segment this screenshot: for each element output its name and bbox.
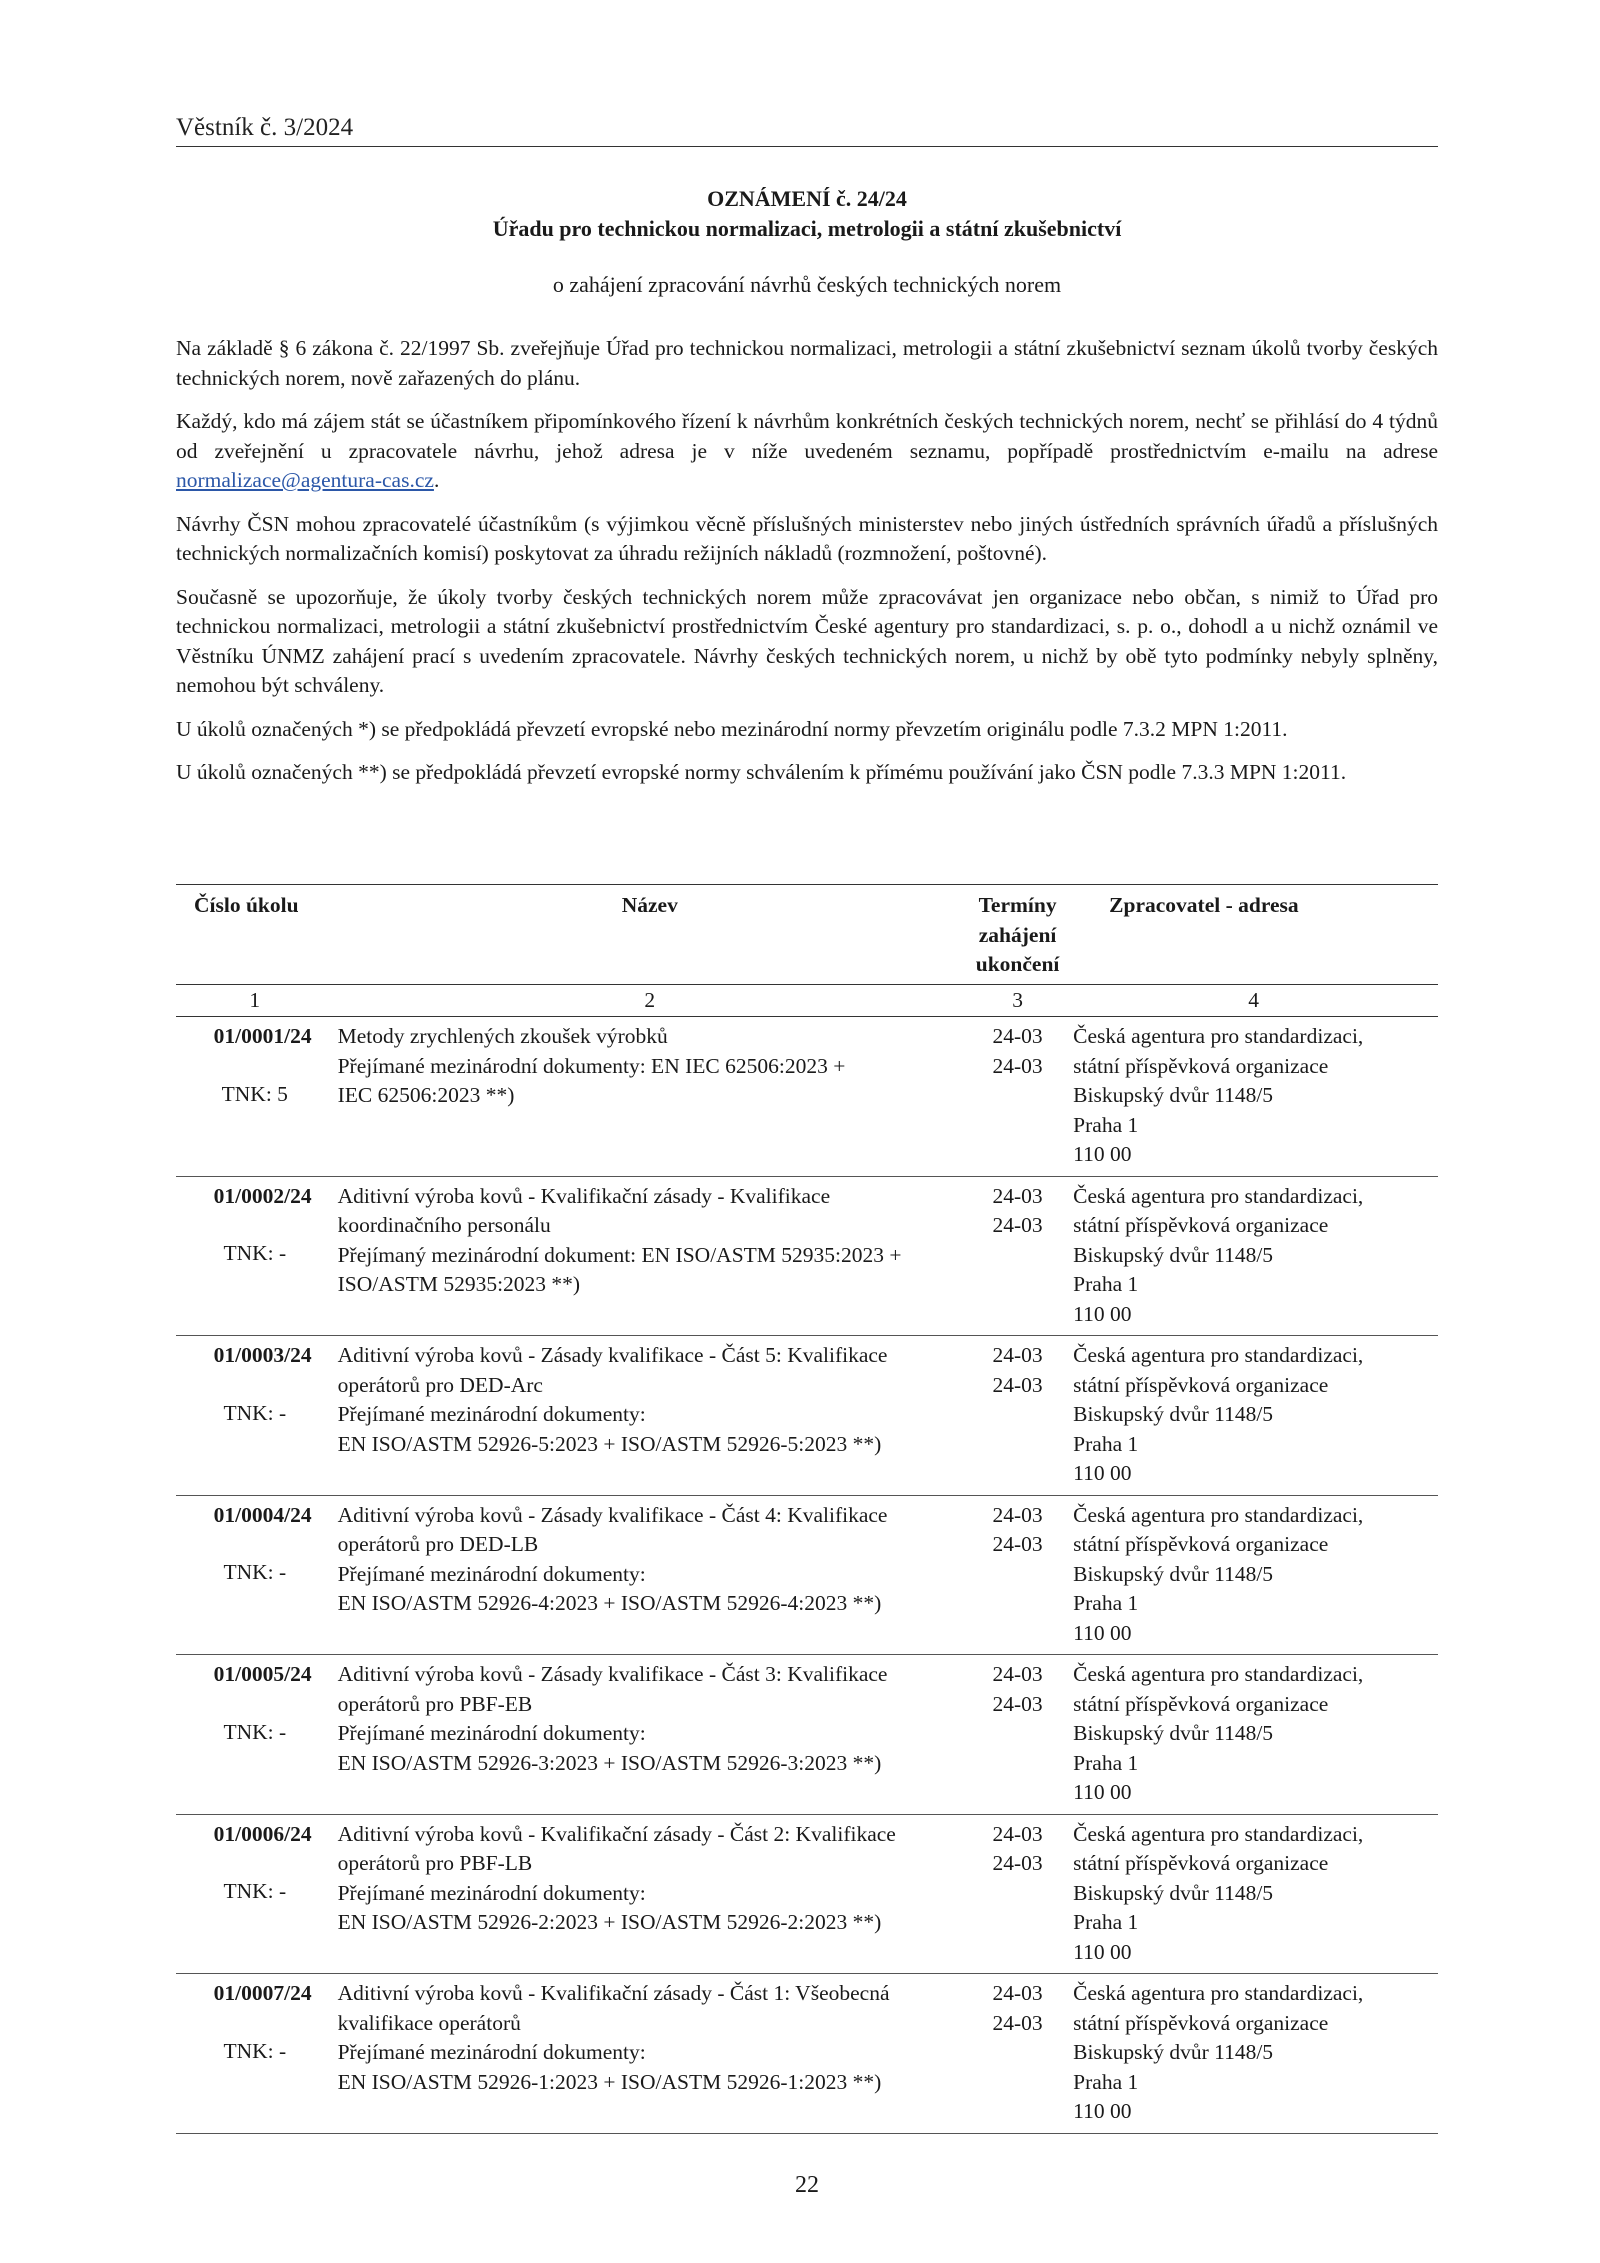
task-name-line: kvalifikace operátorů <box>337 2010 521 2035</box>
address-line: 110 00 <box>1073 1142 1132 1166</box>
address-line: Biskupský dvůr 1148/5 <box>1073 1083 1274 1107</box>
address-line: Praha 1 <box>1073 1591 1139 1615</box>
task-name-line: Aditivní výroba kovů - Kvalifikační zásady - Část 2: Kvalifikace <box>337 1821 896 1846</box>
column-number-row <box>176 984 1438 1017</box>
paragraph-participation <box>176 407 1438 496</box>
task-end-date: 24-03 <box>992 1053 1043 1078</box>
task-start-date: 24-03 <box>992 1502 1043 1527</box>
paragraph-participation-end: . <box>433 468 440 492</box>
header-dates-line3: ukončení <box>975 952 1060 976</box>
address-line: Česká agentura pro standardizaci, <box>1073 1821 1364 1846</box>
task-name-line: Přejímané mezinárodní dokumenty: <box>337 1402 646 1426</box>
announcement-subject: o zahájení zpracování návrhů českých technických norem <box>552 272 1062 297</box>
task-tnk: TNK: - <box>223 1400 287 1425</box>
address-line: Česká agentura pro standardizaci, <box>1073 1502 1364 1527</box>
table-header-row <box>176 885 1438 985</box>
address-line: Česká agentura pro standardizaci, <box>1073 1024 1364 1048</box>
task-name-line: Metody zrychlených zkoušek výrobků <box>337 1024 668 1048</box>
address-line: Česká agentura pro standardizaci, <box>1073 1343 1364 1367</box>
task-name-line: operátorů pro PBF-EB <box>337 1691 533 1716</box>
task-id: 01/0002/24 <box>213 1183 312 1208</box>
task-cell <box>176 1336 334 1496</box>
task-name-line: EN ISO/ASTM 52926-5:2023 + ISO/ASTM 52926-5:2023 **) <box>337 1431 882 1456</box>
task-name-cell <box>334 1336 966 1496</box>
task-start-date: 24-03 <box>992 1662 1043 1686</box>
task-address-cell <box>1069 1176 1438 1336</box>
task-name-cell <box>334 1974 966 2134</box>
task-name-line: koordinačního personálu <box>337 1213 551 1237</box>
address-line: 110 00 <box>1073 1620 1132 1645</box>
address-line: státní příspěvková organizace <box>1073 1851 1329 1875</box>
task-dates-cell <box>966 1336 1069 1496</box>
task-name-cell <box>334 1176 966 1336</box>
column-number: 4 <box>1069 984 1438 1017</box>
task-name-line: IEC 62506:2023 **) <box>337 1083 515 1107</box>
header-dates-line2: zahájení <box>978 922 1057 947</box>
paragraph-double-asterisk: U úkolů označených **) se předpokládá převzetí evropské normy schválením k přímému používání jako ČSN podle 7.3.3 MPN 1:2011. <box>176 760 1347 784</box>
task-tnk: TNK: - <box>223 1241 287 1265</box>
task-name-line: Aditivní výroba kovů - Zásady kvalifikace - Část 3: Kvalifikace <box>337 1662 888 1686</box>
table-body <box>176 1017 1438 2134</box>
task-address-cell <box>1069 1814 1438 1974</box>
column-number: 2 <box>334 984 966 1017</box>
task-address-cell <box>1069 1655 1438 1815</box>
address-line: Biskupský dvůr 1148/5 <box>1073 1242 1274 1267</box>
task-name-cell <box>334 1814 966 1974</box>
task-end-date: 24-03 <box>992 1372 1043 1397</box>
header-name: Název <box>334 885 966 985</box>
table-row <box>176 1176 1438 1336</box>
address-line: Česká agentura pro standardizaci, <box>1073 1183 1364 1208</box>
task-address-cell <box>1069 1336 1438 1496</box>
task-name-line: Přejímané mezinárodní dokumenty: <box>337 1561 646 1586</box>
task-tnk: TNK: - <box>223 1879 287 1903</box>
task-dates-cell <box>966 1814 1069 1974</box>
task-address-cell <box>1069 1974 1438 2134</box>
task-id: 01/0003/24 <box>213 1343 312 1367</box>
task-name-line: Aditivní výroba kovů - Kvalifikační zásady - Kvalifikace <box>337 1183 831 1208</box>
table-row <box>176 1974 1438 2134</box>
address-line: Česká agentura pro standardizaci, <box>1073 1662 1364 1686</box>
address-line: státní příspěvková organizace <box>1073 1691 1329 1716</box>
task-name-cell <box>334 1655 966 1815</box>
task-id: 01/0005/24 <box>213 1662 312 1686</box>
address-line: 110 00 <box>1073 2099 1132 2123</box>
column-number: 1 <box>176 984 334 1017</box>
header-dates-line1: Termíny <box>978 893 1057 917</box>
address-line: státní příspěvková organizace <box>1073 1372 1329 1397</box>
address-line: Česká agentura pro standardizaci, <box>1073 1981 1364 2005</box>
address-line: Biskupský dvůr 1148/5 <box>1073 1880 1274 1905</box>
header-task-number: Číslo úkolu <box>176 885 334 985</box>
task-start-date: 24-03 <box>992 1024 1043 1048</box>
task-name-line: Přejímané mezinárodní dokumenty: <box>337 2040 646 2064</box>
address-line: státní příspěvková organizace <box>1073 2010 1329 2035</box>
header-processor: Zpracovatel - adresa <box>1069 885 1438 985</box>
task-id: 01/0004/24 <box>213 1502 312 1527</box>
task-id: 01/0006/24 <box>213 1821 312 1846</box>
task-name-line: operátorů pro DED-Arc <box>337 1372 543 1397</box>
task-end-date: 24-03 <box>992 1213 1043 1237</box>
task-cell <box>176 1655 334 1815</box>
task-dates-cell <box>966 1655 1069 1815</box>
task-id: 01/0007/24 <box>213 1981 312 2005</box>
task-name-line: operátorů pro DED-LB <box>337 1532 539 1556</box>
address-line: Praha 1 <box>1073 1910 1139 1934</box>
task-end-date: 24-03 <box>992 1851 1043 1875</box>
address-line: 110 00 <box>1073 1461 1132 1485</box>
task-cell <box>176 1814 334 1974</box>
task-address-cell <box>1069 1495 1438 1655</box>
paragraph-participation-text: Každý, kdo má zájem stát se účastníkem připomínkového řízení k návrhům konkrétních českých technických norem, nechť se přihlásí do 4 týdnů od zveřejnění u zpracovatele návrhu, jehož adresa je v níže uvedeném seznamu, popřípadě prostřednictvím e-mailu na adrese <box>176 409 1438 463</box>
header-dates <box>966 885 1069 985</box>
task-name-line: EN ISO/ASTM 52926-2:2023 + ISO/ASTM 52926-2:2023 **) <box>337 1910 882 1934</box>
table-row <box>176 1495 1438 1655</box>
task-cell <box>176 1974 334 2134</box>
task-start-date: 24-03 <box>992 1183 1043 1208</box>
address-line: státní příspěvková organizace <box>1073 1213 1329 1237</box>
address-line: Biskupský dvůr 1148/5 <box>1073 1402 1274 1426</box>
address-line: Biskupský dvůr 1148/5 <box>1073 1721 1274 1745</box>
task-cell <box>176 1495 334 1655</box>
task-cell <box>176 1017 334 1177</box>
task-name-line: operátorů pro PBF-LB <box>337 1851 533 1875</box>
task-dates-cell <box>966 1495 1069 1655</box>
task-name-line: Aditivní výroba kovů - Zásady kvalifikace - Část 4: Kvalifikace <box>337 1502 888 1527</box>
task-cell <box>176 1176 334 1336</box>
task-name-line: Přejímané mezinárodní dokumenty: EN IEC 62506:2023 + <box>337 1053 846 1078</box>
column-number: 3 <box>966 984 1069 1017</box>
task-start-date: 24-03 <box>992 1981 1043 2005</box>
paragraph-single-asterisk: U úkolů označených *) se předpokládá převzetí evropské nebo mezinárodní normy převzetím originálu podle 7.3.2 MPN 1:2011. <box>176 716 1288 741</box>
address-line: 110 00 <box>1073 1780 1132 1804</box>
task-id: 01/0001/24 <box>213 1024 312 1048</box>
task-name-cell <box>334 1495 966 1655</box>
address-line: Praha 1 <box>1073 1431 1139 1456</box>
task-name-line: Aditivní výroba kovů - Kvalifikační zásady - Část 1: Všeobecná <box>337 1981 890 2005</box>
address-line: Biskupský dvůr 1148/5 <box>1073 1561 1274 1586</box>
announcement-number: OZNÁMENÍ č. 24/24 <box>707 186 907 211</box>
address-line: Praha 1 <box>1073 1112 1139 1137</box>
task-start-date: 24-03 <box>992 1343 1043 1367</box>
address-line: státní příspěvková organizace <box>1073 1053 1329 1078</box>
tasks-table <box>176 884 1438 2134</box>
announcement-title-block <box>176 184 1438 300</box>
paragraph-fees: Návrhy ČSN mohou zpracovatelé účastníkům (s výjimkou věcně příslušných ministerstev nebo jiných ústředních správních úřadů a příslušných technických normalizačních komisí) poskytovat za úhradu režijních nákladů (rozmnožení, poštovné). <box>176 511 1438 565</box>
table-row <box>176 1655 1438 1815</box>
task-name-cell <box>334 1017 966 1177</box>
table-row <box>176 1336 1438 1496</box>
task-end-date: 24-03 <box>992 2010 1043 2035</box>
email-link[interactable]: normalizace@agentura-cas.cz <box>176 468 434 492</box>
task-end-date: 24-03 <box>992 1532 1043 1556</box>
task-name-line: EN ISO/ASTM 52926-1:2023 + ISO/ASTM 52926-1:2023 **) <box>337 2069 882 2094</box>
task-start-date: 24-03 <box>992 1821 1043 1846</box>
intro-paragraphs <box>176 334 1438 802</box>
address-line: Praha 1 <box>1073 1272 1139 1296</box>
task-name-line: Aditivní výroba kovů - Zásady kvalifikace - Část 5: Kvalifikace <box>337 1343 888 1367</box>
task-tnk: TNK: - <box>223 1560 287 1584</box>
task-name-line: Přejímané mezinárodní dokumenty: <box>337 1880 646 1905</box>
task-dates-cell <box>966 1176 1069 1336</box>
running-header: Věstník č. 3/2024 <box>176 114 354 141</box>
task-address-cell <box>1069 1017 1438 1177</box>
header-rule <box>176 146 1438 147</box>
task-end-date: 24-03 <box>992 1691 1043 1716</box>
address-line: 110 00 <box>1073 1939 1132 1964</box>
task-dates-cell <box>966 1974 1069 2134</box>
table-row <box>176 1017 1438 1177</box>
address-line: 110 00 <box>1073 1301 1132 1326</box>
task-name-line: EN ISO/ASTM 52926-3:2023 + ISO/ASTM 52926-3:2023 **) <box>337 1750 882 1775</box>
task-name-line: Přejímané mezinárodní dokumenty: <box>337 1721 646 1745</box>
task-name-line: Přejímaný mezinárodní dokument: EN ISO/ASTM 52935:2023 + <box>337 1242 902 1267</box>
task-tnk: TNK: - <box>223 1719 287 1744</box>
task-dates-cell <box>966 1017 1069 1177</box>
address-line: státní příspěvková organizace <box>1073 1532 1329 1556</box>
task-tnk: TNK: 5 <box>221 1081 288 1106</box>
table-row <box>176 1814 1438 1974</box>
address-line: Praha 1 <box>1073 2069 1139 2094</box>
paragraph-legal-basis: Na základě § 6 zákona č. 22/1997 Sb. zveřejňuje Úřad pro technickou normalizaci, metrologii a státní zkušebnictví seznam úkolů tvorby českých technických norem, nově zařazených do plánu. <box>176 336 1438 390</box>
issuing-office: Úřadu pro technickou normalizaci, metrologii a státní zkušebnictví <box>492 216 1122 241</box>
paragraph-notice: Současně se upozorňuje, že úkoly tvorby českých technických norem může zpracovávat jen organizace nebo občan, s nimiž to Úřad pro technickou normalizaci, metrologii a státní zkušebnictví prostřednictvím České agentury pro standardizaci, s. p. o., dohodl a u nichž oznámil ve Věstníku ÚNMZ zahájení prací s uvedením zpracovatele. Návrhy českých technických norem, u nichž by obě tyto podmínky nebyly splněny, nemohou být schváleny. <box>176 584 1438 697</box>
task-name-line: EN ISO/ASTM 52926-4:2023 + ISO/ASTM 52926-4:2023 **) <box>337 1591 882 1615</box>
address-line: Praha 1 <box>1073 1750 1139 1775</box>
task-name-line: ISO/ASTM 52935:2023 **) <box>337 1272 581 1296</box>
address-line: Biskupský dvůr 1148/5 <box>1073 2040 1274 2064</box>
task-tnk: TNK: - <box>223 2038 287 2063</box>
page-number: 22 <box>795 2172 819 2198</box>
